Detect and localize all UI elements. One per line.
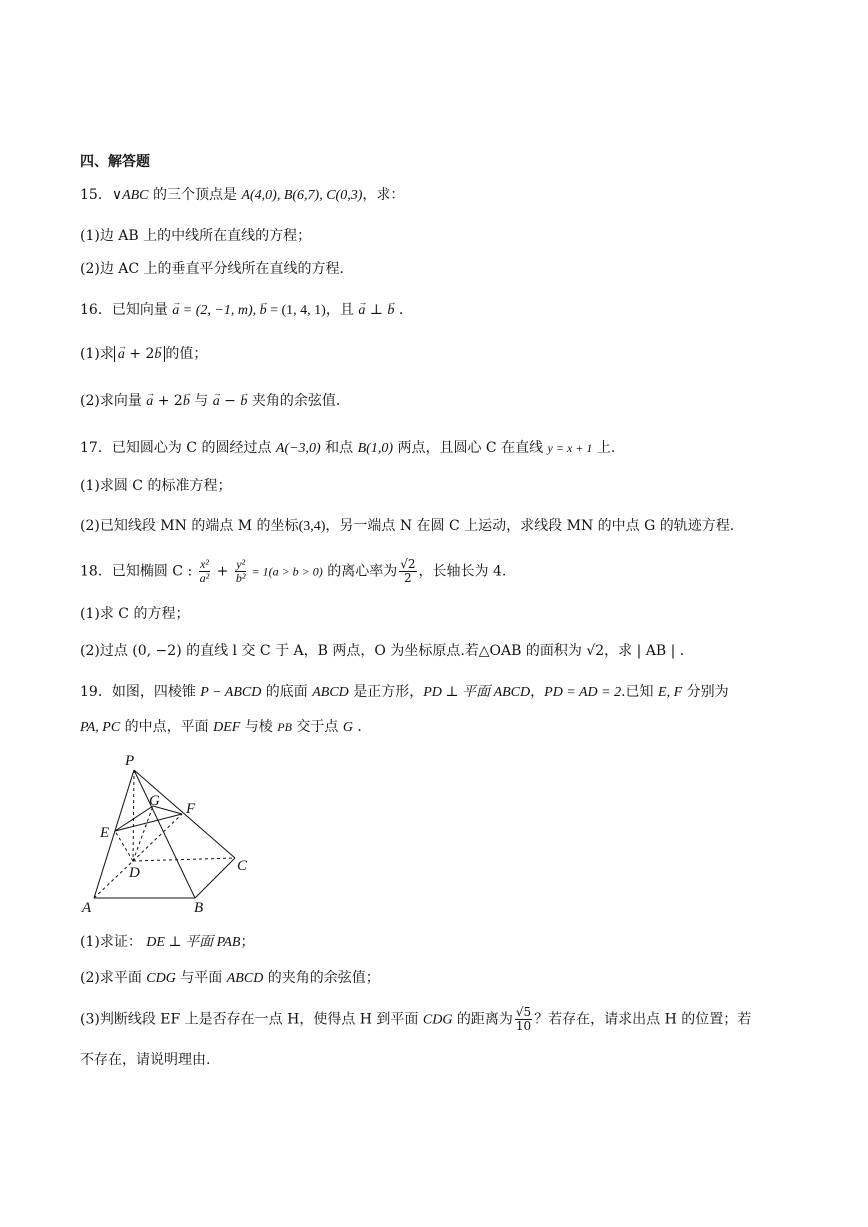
q19-text: 的中点，平面 [120, 719, 214, 735]
vector-a: → a [172, 300, 179, 322]
q18-sub2-text-end: ，求 | AB | . [604, 643, 685, 659]
fraction-sqrt5-10 [515, 1006, 532, 1033]
q19-text: 是正方形， [348, 684, 424, 700]
fraction-x2-a2 [199, 558, 211, 585]
ellipse-condition: = 1(a > b > 0) [248, 564, 323, 579]
q17-text-end: 上. [592, 440, 616, 456]
vector-a: → a [213, 391, 220, 413]
q17-text: 和点 [320, 440, 358, 456]
edge-pb: PB [277, 720, 292, 734]
edge-eg [115, 806, 153, 831]
q18-sub2 [80, 640, 684, 662]
section-title: 四、解答题 [80, 154, 150, 170]
edge-pd [133, 770, 134, 861]
q17-text: 两点，且圆心 C 在直线 [393, 440, 548, 456]
q19-sub2-text: 与平面 [175, 970, 227, 986]
vector-a-value: = (2, −1, m), [179, 303, 260, 318]
q18-line [80, 558, 506, 585]
q16-sub1-suffix: 的值； [165, 346, 208, 362]
plane-abcd: ABCD [226, 971, 264, 986]
q19-text: 的底面 [261, 684, 313, 700]
and-text: 与 [189, 393, 213, 409]
q15-vertices: A(4,0), B(6,7), C(0,3) [241, 188, 363, 203]
plus-two: + 2 [153, 393, 183, 409]
q19-sub2-text-end: 的夹角的余弦值； [263, 970, 380, 986]
comma: ， [530, 684, 545, 700]
perp-symbol: ⊥ [365, 302, 388, 318]
plus-two: + 2 [124, 346, 155, 362]
q16-sub1-prefix: (1)求 [80, 346, 114, 362]
edge-bc [195, 858, 235, 898]
q19-sub2 [80, 967, 380, 990]
label-c: C [237, 858, 248, 874]
q18-text: 已知椭圆 C : [111, 563, 197, 580]
q19-text: .已知 [621, 684, 659, 700]
q19-text: 如图，四棱锥 [111, 684, 201, 700]
q18-number: 18． [80, 563, 112, 580]
minus: − [219, 393, 241, 409]
edge-de [115, 831, 133, 861]
denominator: a² [199, 571, 210, 585]
q16-line [80, 299, 403, 322]
q15-sub1: (1)边 AB 上的中线所在直线的方程； [80, 228, 312, 244]
q17-sub2-text-end: ，另一端点 N 在圆 C 上运动，求线段 MN 的中点 G 的轨迹方程. [325, 518, 735, 534]
fraction-sqrt2-2 [399, 558, 416, 585]
q15-number: 15． [80, 187, 112, 203]
q19-number: 19． [80, 684, 112, 700]
q19-sub1-prefix: (1)求证： [80, 934, 147, 950]
edges-pa-pc: PA, PC [80, 720, 121, 735]
pyramid-name: P − ABCD [200, 685, 262, 700]
fraction-y2-b2 [235, 558, 247, 585]
q16-sub1 [80, 343, 207, 366]
label-p: P [125, 753, 135, 769]
q19-text: 交于点 [291, 719, 343, 735]
vector-b: → b [260, 300, 267, 322]
vector-b: → b [240, 391, 247, 413]
perp-statement: PD ⊥ 平面 ABCD [423, 685, 531, 700]
edge-df [133, 814, 182, 861]
q16-sub2 [80, 390, 340, 413]
edge-ef [115, 814, 182, 831]
magnitude-expr [114, 346, 166, 362]
q19-text: 与棱 [240, 719, 278, 735]
q16-text-and: ，且 [325, 302, 359, 318]
q15-line [80, 184, 404, 207]
q19-sub2-text: (2)求平面 [80, 970, 147, 986]
q15-text-end: ，求： [362, 187, 405, 203]
q19-sub3-text-end: ？若存在，请求出点 H 的位置；若 [534, 1011, 752, 1028]
numerator: x² [199, 557, 209, 571]
q17-number: 17． [80, 440, 112, 456]
numerator: √5 [515, 1005, 532, 1019]
edge-pc [134, 770, 235, 858]
q16-sub2-prefix: (2)求向量 [80, 393, 147, 409]
plane-def: DEF [213, 720, 241, 735]
perp-plane-statement: DE ⊥ 平面 PAB [146, 935, 241, 950]
vector-b: → b [183, 391, 190, 413]
q16-sub2-suffix: 夹角的余弦值. [247, 393, 341, 409]
vector-b-value: = (1, 4, 1) [266, 303, 326, 318]
point-m: (3,4) [298, 519, 326, 534]
label-b: B [194, 900, 204, 916]
denominator: 2 [404, 571, 412, 585]
q19-text: 分别为 [682, 684, 729, 700]
vector-b: → b [154, 344, 161, 366]
q16-number: 16． [80, 302, 112, 318]
numerator: √2 [400, 557, 416, 571]
q17-line [80, 437, 615, 460]
semicolon: ； [240, 934, 255, 950]
q19-text-end: . [352, 719, 362, 735]
q15-triangle-name: ABC [122, 188, 149, 203]
q18-sub2-text: (2)过点 (0, −2) 的直线 l 交 C 于 A，B 两点，O 为坐标原点.若△OAB 的面积为 [80, 643, 587, 659]
q17-sub2-text: (2)已知线段 MN 的端点 M 的坐标 [80, 518, 299, 534]
edge-dg [133, 806, 153, 861]
label-d: D [129, 865, 140, 881]
vector-a: → a [146, 391, 153, 413]
line-equation: y = x + 1 [547, 441, 593, 455]
plane-cdg: CDG [422, 1012, 453, 1028]
q19-sub3-cont: 不存在，请说明理由. [80, 1052, 211, 1068]
base-name: ABCD [312, 685, 349, 700]
q19-sub3-text: (3)判断线段 EF 上是否存在一点 H，使得点 H 到平面 [80, 1011, 423, 1028]
q17-text: 已知圆心为 C 的圆经过点 [111, 440, 276, 456]
q19-sub3 [80, 1006, 751, 1033]
q18-sub1: (1)求 C 的方程； [80, 606, 190, 622]
q19-line2 [80, 716, 362, 739]
q18-text-end: ，长轴长为 4. [418, 563, 507, 580]
plus: + [212, 563, 233, 580]
label-g: G [149, 793, 160, 809]
sqrt2: √2 [586, 643, 605, 659]
q16-text: 已知向量 [111, 302, 173, 318]
q17-sub2 [80, 515, 734, 538]
pyramid-figure [80, 750, 260, 920]
edge-dc [133, 858, 235, 861]
q19-sub1 [80, 931, 254, 954]
q16-text-end: . [394, 302, 404, 318]
label-f: F [186, 801, 196, 817]
denominator: b² [235, 571, 246, 585]
point-a: A(−3,0) [275, 441, 321, 456]
edge-pb [134, 770, 195, 898]
points-ef: E, F [658, 685, 683, 700]
label-a: A [82, 900, 92, 916]
q15-triangle-symbol: ∨ [111, 187, 123, 203]
vector-a: → a [118, 344, 125, 366]
q18-text: 的离心率为 [322, 563, 398, 580]
point-g: G [342, 720, 353, 735]
q15-text: 的三个顶点是 [148, 187, 242, 203]
length-statement: PD = AD = 2 [544, 685, 622, 700]
q17-sub1: (1)求圆 C 的标准方程； [80, 478, 232, 494]
q15-sub2: (2)边 AC 上的垂直平分线所在直线的方程. [80, 261, 345, 277]
q19-line1 [80, 681, 729, 704]
label-e: E [100, 825, 110, 841]
vector-b: → b [387, 300, 394, 322]
point-b: B(1,0) [357, 441, 394, 456]
numerator: y² [236, 557, 246, 571]
q19-sub3-text: 的距离为 [452, 1011, 513, 1028]
denominator: 10 [515, 1019, 532, 1033]
vector-a: → a [358, 300, 365, 322]
plane-cdg: CDG [146, 971, 176, 986]
